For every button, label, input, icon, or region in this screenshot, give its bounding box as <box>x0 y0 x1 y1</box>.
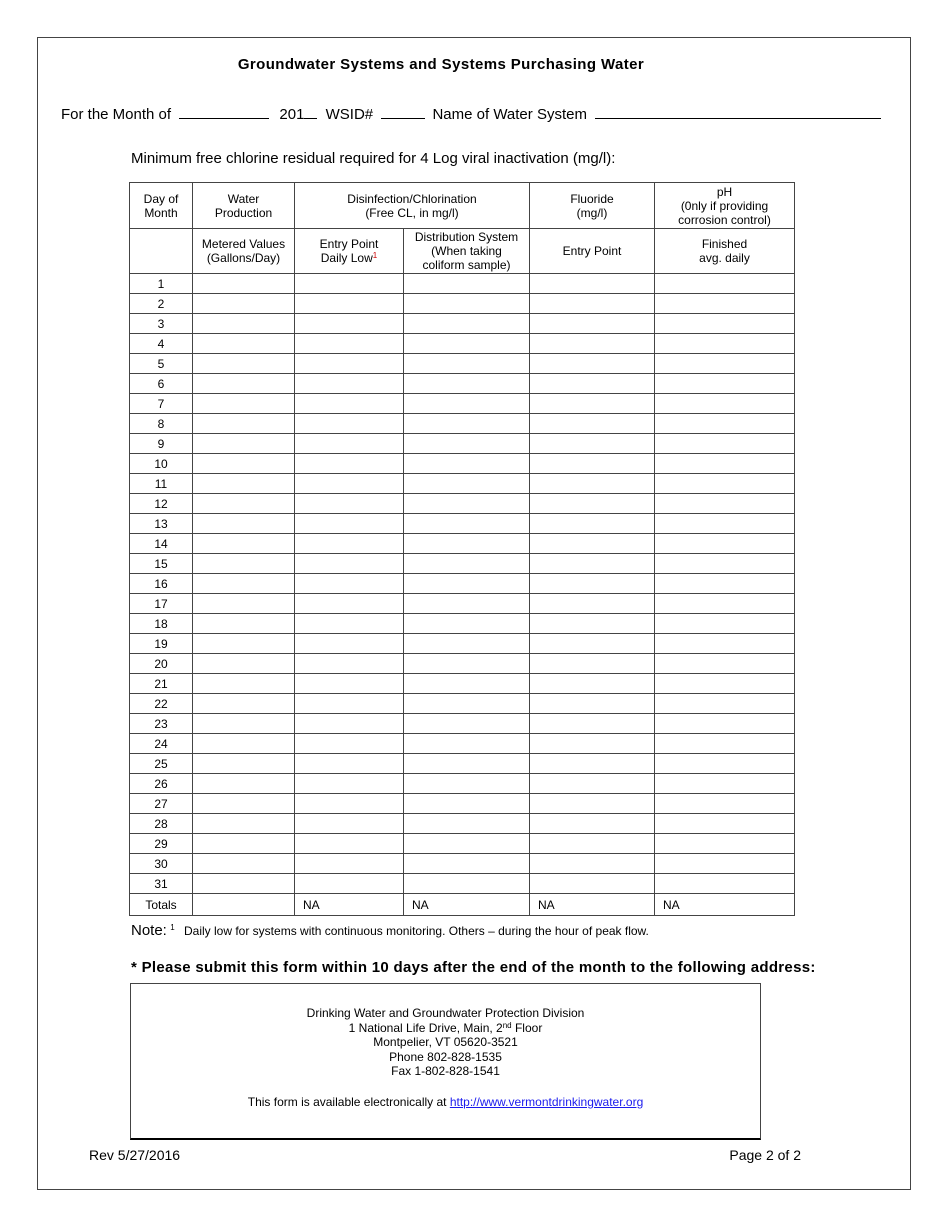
totals-row <box>130 894 795 916</box>
address-box <box>130 983 761 1140</box>
metered-value-cell[interactable] <box>193 414 295 434</box>
wsid-label: WSID# <box>325 106 374 123</box>
table-row <box>130 854 795 874</box>
revision-date: Rev 5/27/2016 <box>89 1147 181 1163</box>
entry-point-low-cell[interactable] <box>295 774 404 794</box>
day-number: 17 <box>130 594 193 614</box>
subheader-distribution-system: Distribution System (When taking coliform sample) <box>404 229 530 274</box>
ph-cell[interactable] <box>655 694 795 714</box>
fluoride-cell[interactable] <box>530 734 655 754</box>
metered-value-cell[interactable] <box>193 694 295 714</box>
distribution-cell[interactable] <box>404 854 530 874</box>
table-row <box>130 614 795 634</box>
metered-value-cell[interactable] <box>193 514 295 534</box>
metered-value-cell[interactable] <box>193 354 295 374</box>
day-number: 29 <box>130 834 193 854</box>
metered-value-cell[interactable] <box>193 754 295 774</box>
day-number: 24 <box>130 734 193 754</box>
entry-point-low-cell[interactable] <box>295 514 404 534</box>
distribution-cell[interactable] <box>404 734 530 754</box>
entry-point-low-cell[interactable] <box>295 554 404 574</box>
entry-point-low-cell[interactable] <box>295 534 404 554</box>
note-marker: 1 <box>170 923 175 932</box>
ph-cell[interactable] <box>655 854 795 874</box>
table-row <box>130 734 795 754</box>
table-row <box>130 654 795 674</box>
entry-point-low-cell[interactable] <box>295 434 404 454</box>
entry-point-low-cell[interactable] <box>295 494 404 514</box>
ph-cell[interactable] <box>655 714 795 734</box>
distribution-cell[interactable] <box>404 354 530 374</box>
fluoride-cell[interactable] <box>530 634 655 654</box>
fluoride-cell[interactable] <box>530 754 655 774</box>
entry-point-low-cell[interactable] <box>295 594 404 614</box>
day-number: 4 <box>130 334 193 354</box>
ph-cell[interactable] <box>655 514 795 534</box>
entry-point-low-cell[interactable] <box>295 854 404 874</box>
table-row <box>130 454 795 474</box>
metered-value-cell[interactable] <box>193 554 295 574</box>
table-row <box>130 394 795 414</box>
subheader-entry-point-daily-low: Entry Point Daily Low$^1$ <box>295 229 404 274</box>
day-number: 5 <box>130 354 193 374</box>
ph-cell[interactable] <box>655 274 795 294</box>
totals-na-cell: NA <box>295 894 404 916</box>
distribution-cell[interactable] <box>404 474 530 494</box>
table-row <box>130 754 795 774</box>
subheader-finished-avg-daily: Finished avg. daily <box>655 229 795 274</box>
ph-cell[interactable] <box>655 494 795 514</box>
ph-cell[interactable] <box>655 474 795 494</box>
table-row <box>130 294 795 314</box>
metered-value-cell[interactable] <box>193 654 295 674</box>
distribution-cell[interactable] <box>404 694 530 714</box>
month-label: For the Month of <box>61 106 172 123</box>
metered-value-cell[interactable] <box>193 734 295 754</box>
distribution-cell[interactable] <box>404 554 530 574</box>
day-number: 9 <box>130 434 193 454</box>
ph-cell[interactable] <box>655 774 795 794</box>
distribution-cell[interactable] <box>404 794 530 814</box>
fluoride-cell[interactable] <box>530 554 655 574</box>
ph-cell[interactable] <box>655 674 795 694</box>
day-number: 10 <box>130 454 193 474</box>
ph-cell[interactable] <box>655 614 795 634</box>
metered-value-cell[interactable] <box>193 294 295 314</box>
header-water-production: Water Production <box>193 183 295 229</box>
phone-number: Phone 802-828-1535 <box>389 1049 502 1064</box>
fluoride-cell[interactable] <box>530 334 655 354</box>
day-number: 13 <box>130 514 193 534</box>
street-address: 1 National Life Drive, Main, 2nd Floor <box>348 1020 543 1035</box>
ph-cell[interactable] <box>655 754 795 774</box>
metered-value-cell[interactable] <box>193 774 295 794</box>
entry-point-low-cell[interactable] <box>295 454 404 474</box>
online-availability: This form is available electronically at http://www.vermontdrinkingwater.org <box>247 1094 644 1109</box>
metered-value-cell[interactable] <box>193 594 295 614</box>
distribution-cell[interactable] <box>404 454 530 474</box>
header-line <box>61 103 881 123</box>
system-name-blank-field[interactable] <box>595 103 881 119</box>
fluoride-cell[interactable] <box>530 274 655 294</box>
entry-point-low-cell[interactable] <box>295 574 404 594</box>
fluoride-cell[interactable] <box>530 434 655 454</box>
table-row <box>130 434 795 454</box>
metered-value-cell[interactable] <box>193 674 295 694</box>
fluoride-cell[interactable] <box>530 414 655 434</box>
day-number: 26 <box>130 774 193 794</box>
distribution-cell[interactable] <box>404 614 530 634</box>
ph-cell[interactable] <box>655 634 795 654</box>
distribution-cell[interactable] <box>404 754 530 774</box>
metered-value-cell[interactable] <box>193 334 295 354</box>
table-row <box>130 594 795 614</box>
day-number: 23 <box>130 714 193 734</box>
metered-value-cell[interactable] <box>193 374 295 394</box>
metered-value-cell[interactable] <box>193 874 295 894</box>
table-row <box>130 494 795 514</box>
distribution-cell[interactable] <box>404 634 530 654</box>
distribution-cell[interactable] <box>404 774 530 794</box>
fax-number: Fax 1-802-828-1541 <box>391 1064 500 1079</box>
day-number: 21 <box>130 674 193 694</box>
entry-point-low-cell[interactable] <box>295 414 404 434</box>
fluoride-cell[interactable] <box>530 674 655 694</box>
distribution-cell[interactable] <box>404 834 530 854</box>
header-fluoride: Fluoride (mg/l) <box>530 183 655 229</box>
distribution-cell[interactable] <box>404 434 530 454</box>
distribution-cell[interactable] <box>404 314 530 334</box>
distribution-cell[interactable] <box>404 874 530 894</box>
distribution-cell[interactable] <box>404 494 530 514</box>
ph-cell[interactable] <box>655 534 795 554</box>
metered-value-cell[interactable] <box>193 794 295 814</box>
ph-cell[interactable] <box>655 374 795 394</box>
table-row <box>130 534 795 554</box>
subheader-empty <box>130 229 193 274</box>
table-subheader-row <box>130 229 795 274</box>
metered-value-cell[interactable] <box>193 534 295 554</box>
entry-point-low-cell[interactable] <box>295 694 404 714</box>
metered-value-cell[interactable] <box>193 274 295 294</box>
day-number: 20 <box>130 654 193 674</box>
metered-value-cell[interactable] <box>193 854 295 874</box>
table-row <box>130 634 795 654</box>
table-row <box>130 814 795 834</box>
ph-cell[interactable] <box>655 454 795 474</box>
day-number: 19 <box>130 634 193 654</box>
fluoride-cell[interactable] <box>530 614 655 634</box>
distribution-cell[interactable] <box>404 814 530 834</box>
day-number: 7 <box>130 394 193 414</box>
day-number: 15 <box>130 554 193 574</box>
metered-value-cell[interactable] <box>193 394 295 414</box>
table-row <box>130 834 795 854</box>
table-row <box>130 514 795 534</box>
wsid-blank-field[interactable] <box>381 103 425 119</box>
distribution-cell[interactable] <box>404 514 530 534</box>
ph-cell[interactable] <box>655 834 795 854</box>
entry-point-low-cell[interactable] <box>295 274 404 294</box>
entry-point-low-cell[interactable] <box>295 614 404 634</box>
metered-value-cell[interactable] <box>193 614 295 634</box>
fluoride-cell[interactable] <box>530 534 655 554</box>
day-number: 11 <box>130 474 193 494</box>
ph-cell[interactable] <box>655 794 795 814</box>
entry-point-low-cell[interactable] <box>295 814 404 834</box>
metered-value-cell[interactable] <box>193 634 295 654</box>
table-row <box>130 334 795 354</box>
entry-point-low-cell[interactable] <box>295 394 404 414</box>
monthly-log-table <box>129 182 795 916</box>
distribution-cell[interactable] <box>404 414 530 434</box>
city-state-zip: Montpelier, VT 05620-3521 <box>373 1035 518 1050</box>
distribution-cell[interactable] <box>404 294 530 314</box>
ph-cell[interactable] <box>655 394 795 414</box>
entry-point-low-cell[interactable] <box>295 834 404 854</box>
entry-point-low-cell[interactable] <box>295 474 404 494</box>
table-row <box>130 274 795 294</box>
fluoride-cell[interactable] <box>530 374 655 394</box>
day-number: 14 <box>130 534 193 554</box>
distribution-cell[interactable] <box>404 574 530 594</box>
fluoride-cell[interactable] <box>530 514 655 534</box>
fluoride-cell[interactable] <box>530 834 655 854</box>
metered-value-cell[interactable] <box>193 574 295 594</box>
totals-na-cell: NA <box>655 894 795 916</box>
day-number: 6 <box>130 374 193 394</box>
metered-value-cell[interactable] <box>193 714 295 734</box>
entry-point-low-cell[interactable] <box>295 794 404 814</box>
day-number: 8 <box>130 414 193 434</box>
distribution-cell[interactable] <box>404 594 530 614</box>
table-row <box>130 694 795 714</box>
entry-point-low-cell[interactable] <box>295 714 404 734</box>
ph-cell[interactable] <box>655 554 795 574</box>
fluoride-cell[interactable] <box>530 774 655 794</box>
fluoride-cell[interactable] <box>530 394 655 414</box>
min-chlorine-label: Minimum free chlorine residual required for 4 Log viral inactivation (mg/l): <box>131 150 616 167</box>
day-number: 22 <box>130 694 193 714</box>
day-number: 28 <box>130 814 193 834</box>
entry-point-low-cell[interactable] <box>295 654 404 674</box>
metered-value-cell[interactable] <box>193 434 295 454</box>
system-name-label: Name of Water System <box>432 106 587 123</box>
fluoride-cell[interactable] <box>530 874 655 894</box>
subheader-fluoride-entry-point: Entry Point <box>530 229 655 274</box>
day-number: 2 <box>130 294 193 314</box>
totals-na-cell: NA <box>530 894 655 916</box>
entry-point-low-cell[interactable] <box>295 754 404 774</box>
fluoride-cell[interactable] <box>530 594 655 614</box>
distribution-cell[interactable] <box>404 374 530 394</box>
note-label: Note: <box>131 922 167 939</box>
ph-cell[interactable] <box>655 734 795 754</box>
day-number: 31 <box>130 874 193 894</box>
ph-cell[interactable] <box>655 294 795 314</box>
ph-cell[interactable] <box>655 354 795 374</box>
entry-point-low-cell[interactable] <box>295 294 404 314</box>
table-row <box>130 674 795 694</box>
ph-cell[interactable] <box>655 874 795 894</box>
note-text: Daily low for systems with continuous monitoring. Others – during the hour of peak flow. <box>184 924 649 938</box>
metered-value-cell[interactable] <box>193 454 295 474</box>
fluoride-cell[interactable] <box>530 314 655 334</box>
distribution-cell[interactable] <box>404 334 530 354</box>
header-day-of-month: Day of Month <box>130 183 193 229</box>
totals-metered-cell[interactable] <box>193 894 295 916</box>
distribution-cell[interactable] <box>404 534 530 554</box>
entry-point-low-cell[interactable] <box>295 314 404 334</box>
distribution-cell[interactable] <box>404 674 530 694</box>
submit-instruction: * Please submit this form within 10 days after the end of the month to the following address: <box>131 959 816 976</box>
entry-point-low-cell[interactable] <box>295 354 404 374</box>
totals-label: Totals <box>130 894 193 916</box>
entry-point-low-cell[interactable] <box>295 374 404 394</box>
day-number: 30 <box>130 854 193 874</box>
header-disinfection: Disinfection/Chlorination (Free CL, in mg/l) <box>295 183 530 229</box>
metered-value-cell[interactable] <box>193 474 295 494</box>
year-prefix: 201 <box>279 106 305 123</box>
table-row <box>130 554 795 574</box>
table-row <box>130 774 795 794</box>
ph-cell[interactable] <box>655 594 795 614</box>
subheader-metered-values: Metered Values (Gallons/Day) <box>193 229 295 274</box>
day-number: 16 <box>130 574 193 594</box>
division-name: Drinking Water and Groundwater Protection Division <box>306 1006 585 1020</box>
totals-na-cell: NA <box>404 894 530 916</box>
ph-cell[interactable] <box>655 814 795 834</box>
day-number: 1 <box>130 274 193 294</box>
table-row <box>130 354 795 374</box>
entry-point-low-cell[interactable] <box>295 874 404 894</box>
distribution-cell[interactable] <box>404 714 530 734</box>
ph-cell[interactable] <box>655 334 795 354</box>
day-number: 25 <box>130 754 193 774</box>
fluoride-cell[interactable] <box>530 654 655 674</box>
day-number: 27 <box>130 794 193 814</box>
entry-point-low-cell[interactable] <box>295 334 404 354</box>
metered-value-cell[interactable] <box>193 834 295 854</box>
ph-cell[interactable] <box>655 414 795 434</box>
fluoride-cell[interactable] <box>530 354 655 374</box>
page-number: Page 2 of 2 <box>729 1147 801 1163</box>
day-number: 3 <box>130 314 193 334</box>
entry-point-low-cell[interactable] <box>295 734 404 754</box>
ph-cell[interactable] <box>655 574 795 594</box>
fluoride-cell[interactable] <box>530 454 655 474</box>
day-number: 18 <box>130 614 193 634</box>
ph-cell[interactable] <box>655 434 795 454</box>
table-row <box>130 574 795 594</box>
metered-value-cell[interactable] <box>193 494 295 514</box>
fluoride-cell[interactable] <box>530 494 655 514</box>
table-row <box>130 474 795 494</box>
fluoride-cell[interactable] <box>530 474 655 494</box>
table-header-row <box>130 183 795 229</box>
table-row <box>130 874 795 894</box>
day-number: 12 <box>130 494 193 514</box>
ph-cell[interactable] <box>655 314 795 334</box>
metered-value-cell[interactable] <box>193 314 295 334</box>
table-row <box>130 414 795 434</box>
entry-point-low-cell[interactable] <box>295 674 404 694</box>
fluoride-cell[interactable] <box>530 294 655 314</box>
header-ph: pH (0nly if providing corrosion control) <box>655 183 795 229</box>
year-blank-field[interactable] <box>304 103 317 119</box>
table-row <box>130 794 795 814</box>
footnote-marker: 1 <box>372 251 378 260</box>
month-blank-field[interactable] <box>179 103 269 119</box>
fluoride-cell[interactable] <box>530 854 655 874</box>
form-title: Groundwater Systems and Systems Purchasing Water <box>237 56 645 73</box>
distribution-cell[interactable] <box>404 274 530 294</box>
distribution-cell[interactable] <box>404 394 530 414</box>
table-row <box>130 714 795 734</box>
table-row <box>130 374 795 394</box>
fluoride-cell[interactable] <box>530 814 655 834</box>
website-link[interactable]: http://www.vermontdrinkingwater.org <box>449 1094 644 1109</box>
fluoride-cell[interactable] <box>530 794 655 814</box>
fluoride-cell[interactable] <box>530 574 655 594</box>
entry-point-low-cell[interactable] <box>295 634 404 654</box>
ph-cell[interactable] <box>655 654 795 674</box>
footnote <box>131 922 649 939</box>
metered-value-cell[interactable] <box>193 814 295 834</box>
fluoride-cell[interactable] <box>530 714 655 734</box>
fluoride-cell[interactable] <box>530 694 655 714</box>
table-row <box>130 314 795 334</box>
distribution-cell[interactable] <box>404 654 530 674</box>
